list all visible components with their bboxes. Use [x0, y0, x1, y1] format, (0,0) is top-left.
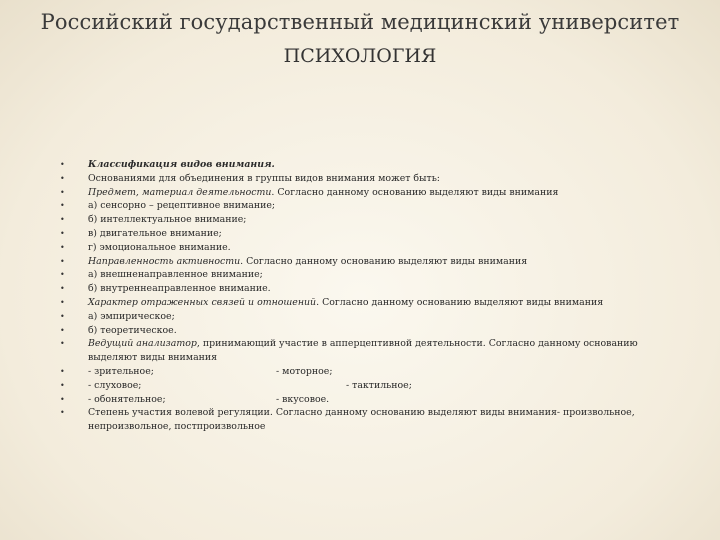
list-item	[56, 186, 666, 200]
list-item	[56, 379, 666, 393]
list-item	[56, 337, 666, 365]
university-title: Российский государственный медицинский университет	[40, 10, 680, 34]
item-text: - зрительное;	[88, 365, 154, 377]
item-text: - моторное;	[276, 365, 333, 377]
list-item	[56, 296, 666, 310]
item-text: а) сенсорно – рецептивное внимание;	[88, 200, 276, 212]
item-text: Степень участия волевой регуляции. Согласно данному основанию выделяют виды внимания- произвольное, непроизвольное, постпроизвольное	[88, 407, 635, 433]
bullet-list	[56, 158, 666, 434]
item-text: - вкусовое.	[276, 393, 330, 405]
direction-rest: . Согласно данному основанию выделяют виды внимания	[240, 255, 528, 267]
slide-header	[0, 8, 720, 70]
item-text: б) теоретическое.	[88, 324, 177, 336]
reflected-rest: . Согласно данному основанию выделяют виды внимания	[316, 296, 604, 308]
item-text: а) внешненаправленное внимание;	[88, 269, 263, 281]
reflected-label: Характер отраженных связей и отношений	[88, 296, 317, 308]
list-item	[56, 268, 666, 282]
direction-label: Направленность активности	[88, 255, 241, 267]
list-item	[56, 172, 666, 186]
slide-content	[56, 158, 666, 434]
list-item	[56, 255, 666, 269]
list-item	[56, 213, 666, 227]
item-text: а) эмпирическое;	[88, 310, 175, 322]
item-text: б) внутреннеаправленное внимание.	[88, 283, 271, 295]
list-item	[56, 310, 666, 324]
subject-title: ПСИХОЛОГИЯ	[283, 45, 437, 67]
basis-intro: Основаниями для объединения в группы видов внимания может быть:	[88, 172, 440, 184]
analyzer-label: Ведущий анализатор	[88, 338, 197, 350]
classification-title: Классификация видов внимания.	[88, 159, 275, 170]
item-text: г) эмоциональное внимание.	[88, 241, 231, 253]
item-text: - слуховое;	[88, 379, 142, 391]
list-item	[56, 393, 666, 407]
subject-material-rest: . Согласно данному основанию выделяют виды внимания	[271, 186, 559, 198]
item-text: - обонятельное;	[88, 393, 166, 405]
list-item	[56, 158, 666, 172]
list-item	[56, 282, 666, 296]
list-item	[56, 406, 666, 434]
item-text: б) интеллектуальное внимание;	[88, 214, 247, 226]
list-item	[56, 365, 666, 379]
list-item	[56, 241, 666, 255]
list-item	[56, 199, 666, 213]
list-item	[56, 227, 666, 241]
analyzer-rest: , принимающий участие в апперцептивной деятельности. Согласно данному основанию выделяют виды внимания	[88, 338, 638, 364]
item-text: - тактильное;	[346, 379, 412, 391]
list-item	[56, 324, 666, 338]
subject-material-label: Предмет, материал деятельности	[88, 186, 272, 198]
item-text: в) двигательное внимание;	[88, 227, 222, 239]
